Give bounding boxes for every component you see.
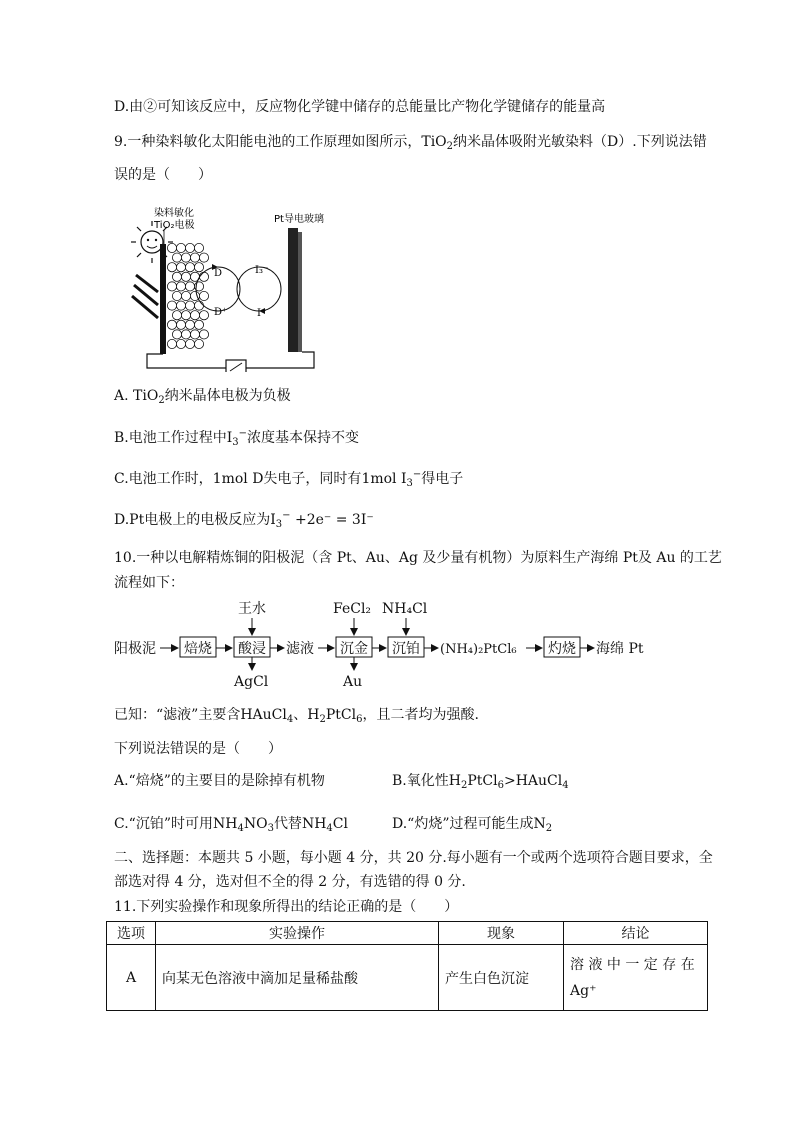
q9-option-c: C.电池工作时，1mol D失电子，同时有1mol $I_3^-$得电子 xyxy=(114,469,464,489)
nanoparticle xyxy=(185,320,194,329)
nanoparticle xyxy=(199,330,208,339)
cell-operation: 向某无色溶液中滴加足量稀盐酸 xyxy=(156,945,439,1011)
q9-stem-cont: 误的是（ ） xyxy=(114,167,212,183)
nanoparticle xyxy=(181,291,190,300)
cell-conclusion xyxy=(564,945,708,1011)
cell-option: A xyxy=(107,945,156,1011)
nanoparticle xyxy=(199,311,208,320)
nanoparticle xyxy=(176,320,185,329)
section2-instructions-cont: 部选对得 4 分，选对但不全的得 2 分，有选错的得 0 分. xyxy=(114,874,466,890)
process-flow-diagram xyxy=(114,596,674,692)
nanoparticle xyxy=(176,301,185,310)
nanoparticle xyxy=(176,282,185,291)
flow-start: 阳极泥 xyxy=(114,641,156,657)
nanoparticle xyxy=(181,311,190,320)
nanocrystal-cluster xyxy=(167,243,208,348)
header-option: 选项 xyxy=(107,922,156,945)
nanoparticle xyxy=(194,263,203,272)
nanoparticle xyxy=(194,320,203,329)
nanoparticle xyxy=(181,253,190,262)
q10-option-d: D.“灼烧”过程可能生成$N_2$ xyxy=(392,816,553,834)
flow-step-gold: 沉金 xyxy=(340,641,368,657)
nanoparticle xyxy=(172,272,181,281)
reagent-fecl2: FeCl₂ xyxy=(333,601,372,617)
nanoparticle xyxy=(199,291,208,300)
nanoparticle xyxy=(167,301,176,310)
label-dplus: D⁺ xyxy=(214,307,228,318)
header-operation: 实验操作 xyxy=(156,922,439,945)
nanoparticle xyxy=(190,311,199,320)
product-au: Au xyxy=(343,674,363,690)
q10-stem-cont: 流程如下： xyxy=(114,575,184,591)
nanoparticle xyxy=(181,272,190,281)
flow-step-acid: 酸浸 xyxy=(238,641,266,657)
q10-ask: 下列说法错误的是（ ） xyxy=(114,741,282,757)
nanoparticle xyxy=(176,263,185,272)
q10-stem: 10.一种以电解精炼铜的阳极泥（含 Pt、Au、Ag 及少量有机物）为原料生产海绵 Pt及 Au 的工艺 xyxy=(114,550,722,566)
q10-option-c: C.“沉铂”时可用$NH_4NO_3$代替$NH_4Cl$ xyxy=(114,816,348,834)
nanoparticle xyxy=(172,291,181,300)
header-phenomenon: 现象 xyxy=(439,922,564,945)
table-header-row xyxy=(107,922,708,945)
flow-step-roast: 焙烧 xyxy=(184,641,212,657)
q11-stem: 11.下列实验操作和现象所得出的结论正确的是（ ） xyxy=(114,899,459,915)
flow-intermediate: (NH₄)₂PtCl₆ xyxy=(440,642,517,657)
label-pt-glass: Pt导电玻璃 xyxy=(274,214,324,225)
nanoparticle xyxy=(199,253,208,262)
conclusion-line-2: Ag⁺ xyxy=(570,982,597,999)
flow-step-platinum: 沉铂 xyxy=(392,641,420,657)
cell-phenomenon: 产生白色沉淀 xyxy=(439,945,564,1011)
conclusion-line-1: 溶 液 中 一 定 存 在 xyxy=(570,956,695,973)
q10-option-a: A.“焙烧”的主要目的是除掉有机物 xyxy=(114,773,325,789)
label-dye-tio2-2: TiO₂电极 xyxy=(154,220,195,231)
tio2-electrode xyxy=(160,244,166,354)
flow-step-calcine: 灼烧 xyxy=(548,641,576,657)
nanoparticle xyxy=(194,301,203,310)
label-dye-tio2-1: 染料敏化 xyxy=(154,208,194,219)
nanoparticle xyxy=(181,330,190,339)
reagent-aqua-regia: 王水 xyxy=(238,601,266,617)
nanoparticle xyxy=(176,243,185,252)
nanoparticle xyxy=(185,282,194,291)
nanoparticle xyxy=(172,311,181,320)
nanoparticle xyxy=(172,330,181,339)
nanoparticle xyxy=(167,282,176,291)
q10-option-b: B.氧化性$H_2PtCl_6>HAuCl_4$ xyxy=(392,773,569,791)
ammeter-icon xyxy=(226,360,246,372)
section2-instructions: 二、选择题：本题共 5 小题，每小题 4 分，共 20 分.每小题有一个或两个选项符合题目要求，全 xyxy=(114,850,713,866)
solar-cell-diagram xyxy=(114,200,334,372)
flow-filtrate: 滤液 xyxy=(286,641,314,657)
nanoparticle xyxy=(185,243,194,252)
nanoparticle xyxy=(167,243,176,252)
q9-option-d: D.Pt电极上的电极反应为$I_3^- +2e^- = 3I^-$ xyxy=(114,510,374,530)
q9-option-b: B.电池工作过程中$I_3^-$浓度基本保持不变 xyxy=(114,428,360,448)
q11-table xyxy=(106,921,708,1011)
nanoparticle xyxy=(185,263,194,272)
nanoparticle xyxy=(185,301,194,310)
label-d: D xyxy=(214,268,223,279)
q8-option-d: D.由②可知该反应中，反应物化学键中储存的总能量比产物化学键储存的能量高 xyxy=(114,99,606,115)
nanoparticle xyxy=(190,253,199,262)
nanoparticle xyxy=(172,253,181,262)
q10-known: 已知：“滤液”主要含HAuCl$_4$、$H_2PtCl_6$，且二者均为强酸. xyxy=(114,707,479,725)
q9-option-a: A. TiO$_2$纳米晶体电极为负极 xyxy=(114,388,291,406)
q9-stem: 9.一种染料敏化太阳能电池的工作原理如图所示，TiO$_2$纳米晶体吸附光敏染料（D）.下列说法错 xyxy=(114,134,707,152)
nanoparticle xyxy=(176,339,185,348)
pt-electrode xyxy=(288,228,298,352)
nanoparticle xyxy=(190,330,199,339)
label-i: I⁻ xyxy=(257,308,267,319)
nanoparticle xyxy=(194,339,203,348)
header-conclusion: 结论 xyxy=(564,922,708,945)
nanoparticle xyxy=(167,263,176,272)
flow-end: 海绵 Pt xyxy=(596,641,644,657)
label-i3: I₃⁻ xyxy=(255,265,269,276)
nanoparticle xyxy=(167,339,176,348)
nanoparticle xyxy=(199,272,208,281)
nanoparticle xyxy=(185,339,194,348)
product-agcl: AgCl xyxy=(234,674,269,690)
nanoparticle xyxy=(194,243,203,252)
nanoparticle xyxy=(167,320,176,329)
reagent-nh4cl: NH₄Cl xyxy=(382,601,428,617)
table-row xyxy=(107,945,708,1011)
